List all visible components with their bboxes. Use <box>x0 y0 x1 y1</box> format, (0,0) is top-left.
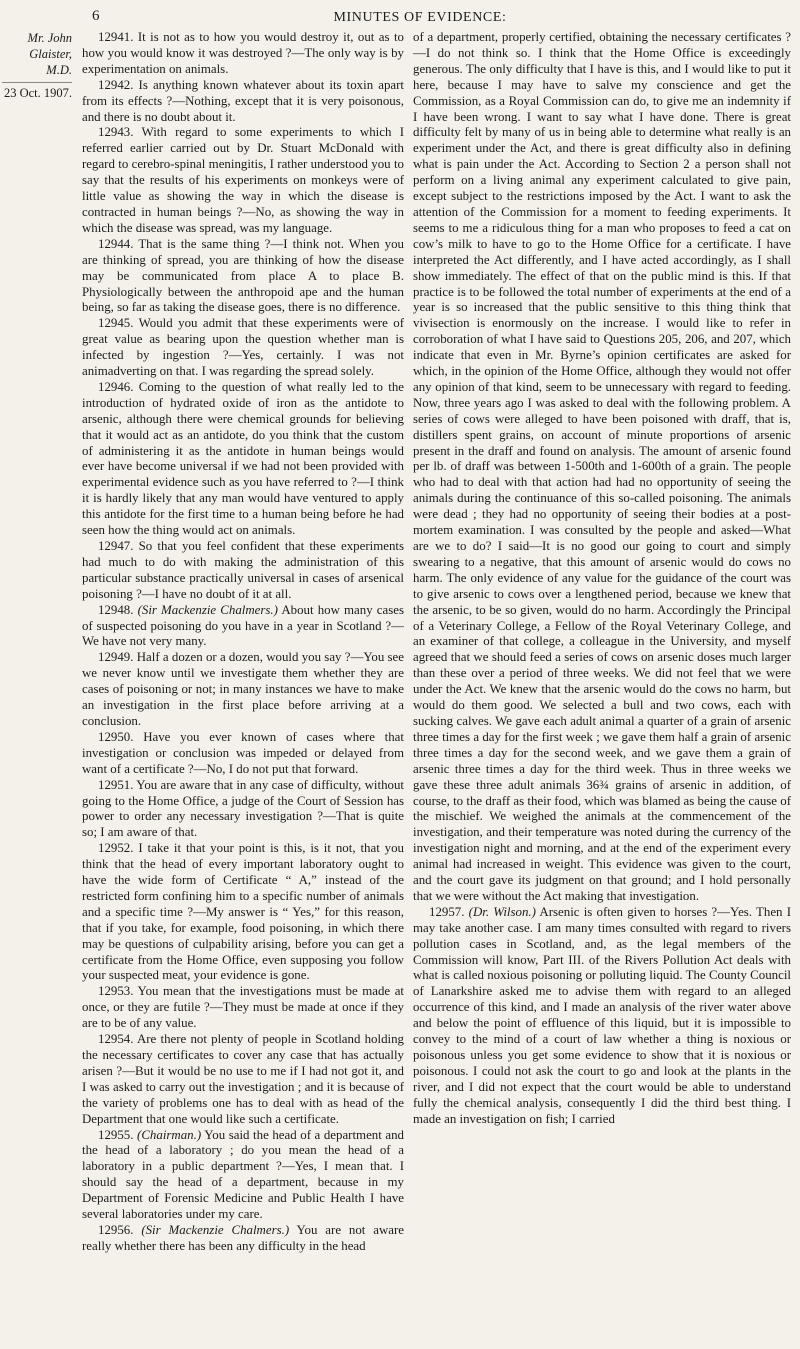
question-number: 12945. <box>98 316 134 331</box>
question-number: 12948. <box>98 602 134 617</box>
evidence-text: Coming to the question of what really led to the introduction of hydrated oxide of iron as the antidote to arsenic, although there were chemical grounds for believing that it would act as an antidote, do you think that the custom of administering it as the antidote in human beings would ever have become universal if we had not been provided with experimental evidence such as you have referred to ?—I think it is hardly likely that any man would have ventured to apply this antidote for the first time to a human being before he had seen how the thing would act on animals. <box>82 379 404 538</box>
evidence-paragraph <box>82 984 404 1032</box>
question-number: 12946. <box>98 379 134 394</box>
evidence-text: That is the same thing ?—I think not. When you are thinking of spread, you are thinking of how the disease may be communicated from place A to place B. Physiologically between the anthropoid ape and the human being, so far as taking the disease goes, there is no difference. <box>82 236 404 315</box>
speaker-label: (Chairman.) <box>137 1127 202 1142</box>
hearing-date: 23 Oct. 1907. <box>2 82 72 101</box>
question-number: 12950. <box>98 729 134 744</box>
evidence-paragraph <box>82 30 404 78</box>
evidence-paragraph <box>82 539 404 603</box>
evidence-text: of a department, properly certified, obtaining the necessary certificates ?—I do not think so. I think that the Home Office is exceedingly generous. The only difficulty that I have is this, and I would like to put it here, because I may have to salve my conscience and get the Commission, as a Royal Commission can do, to give me an indemnity if I have been wrong. I want to say what I have done. There is great difficulty felt by many of us in being able to determine what really is an experiment under the Act, and there is great difficulty also in defining what is pain under the Act. According to Section 2 a person shall not perform on a living animal any experiment calculated to give pain, except subject to the restrictions imposed by the Act. I want to ask the attention of the Commission for a moment to feeding experiments. It seems to me a ridiculous thing for a man who proposes to feed a cat on cow’s milk to have to go to the Home Office for a certificate. I have interpreted the Act differently, and I have acted accordingly, as I shall show immediately. The effect of that on the public mind is this. If that practice is to be followed the total number of experiments at the end of a year is so increased that the public sensitive to this thing think that vivisection is enormously on the increase. I would like to refer in corroboration of what I have said to Questions 205, 206, and 207, which indicate that even in Mr. Byrne’s opinion certificates are asked for which, in the opinion of the Home Office, although they would not offer any opinion of that kind, seem to be unnecessary with regard to feeding. Now, three years ago I was asked to deal with the following problem. A series of cows were alleged to have been poisoned with draff, that is, distillers spent grains, on account of minute proportions of arsenic present in the draff and found on analysis. The amount of arsenic found per lb. of draff was between 1-500th and 1-600th of a grain. The people who had to deal with that action had had no opportunity of seeing the animals during the continuance of this so-called poisoning. The animals were dead ; they had no opportunity of seeing their bodies at a post-mortem examination. I was consulted by the people and asked—What are we to do? I said—It is no good our going to court and simply swearing to a negative, that this amount of arsenic would do cows no harm. The only evidence of any value for the guidance of the court was to give arsenic to cows over a lengthened period, because we knew that the arsenic, to be so given, would do no harm. Accordingly the Principal of a Veterinary College, a Fellow of the Royal Veterinary College, and an examiner of that college, a colleague in the University, and myself agreed that we should feed a series of cows on arsenic doses much larger than these over a period of three weeks. We did not feel that we were under the Act. We knew that the arsenic would do the cows no harm, but would do them good. We selected a bull and two cows, each with sucking calves. We gave each adult animal a quarter of a grain of arsenic three times a day for the first week ; we gave them half a grain of arsenic three times a day for the second week, and we gave them a grain of arsenic three times a day for the third week. Thus in three weeks we gave these three adult animals 36¾ grains of arsenic in addition, of course, to the draff as their food, which was blamed as being the cause of the mischief. We weighed the animals at the commencement of the investigation, and their temperature was noted during the currency of the investigation night and morning, and at the end of the experiment every animal had increased in weight. This evidence was given to the court, and the court gave its judgment on that ground; and I hold personally that we were without the Act making that investigation. <box>413 30 791 903</box>
evidence-text: Have you ever known of cases where that investigation or conclusion was impeded or delayed from want of a certificate ?—No, I do not put that forward. <box>82 729 404 776</box>
evidence-text: You mean that the investigations must be made at once, or they are futile ?—They must be made at once if they are to be of any value. <box>82 984 404 1031</box>
right-column <box>413 30 791 1342</box>
evidence-paragraph <box>82 237 404 317</box>
evidence-text: Would you admit that these experiments were of great value as bearing upon the question whether man is infected by ingestion ?—Yes, certainly. I was not animadverting on that. I was regarding the spread solely. <box>82 316 404 379</box>
evidence-paragraph <box>82 78 404 126</box>
evidence-text: I take it that your point is this, is it not, that you think that the head of every important laboratory ought to have the wide form of Certificate “ A,” instead of the restricted form confining him to a specific number of animals and a specific time ?—My answer is “ Yes,” for this reason, that if you take, for example, food poisoning, in which there may be questions of culpability arising, before you can get a certificate from the Home Office, even supposing you follow your suspected meat, your evidence is gone. <box>82 841 404 983</box>
evidence-text: So that you feel confident that these experiments had much to do with making the administration of this particular substance practically universal in cases of arsenical poisoning ?—I have no doubt of it at all. <box>82 539 404 601</box>
evidence-paragraph <box>413 905 791 1128</box>
evidence-paragraph <box>82 1128 404 1223</box>
margin-note <box>2 30 72 101</box>
speaker-label: (Sir Mackenzie Chalmers.) <box>137 602 278 617</box>
evidence-paragraph <box>82 650 404 730</box>
page-header <box>0 8 800 30</box>
question-number: 12952. <box>98 841 134 856</box>
evidence-text: Are there not plenty of people in Scotland holding the necessary certificates to cover any case that has actually arisen ?—But it would be no use to me if I had not got it, and I was asked to carry out the investigation ; and it is because of the variety of problems one has to deal with as head of the Department that one would like such a certificate. <box>82 1032 404 1126</box>
question-number: 12949. <box>98 650 134 665</box>
question-number: 12947. <box>98 539 134 553</box>
evidence-paragraph <box>82 603 404 651</box>
evidence-paragraph <box>82 1032 404 1127</box>
evidence-text: It is not as to how you would destroy it, out as to how you would know it was destroyed ?—The only way is by experimentation on animals. <box>82 30 404 76</box>
question-number: 12942. <box>98 77 134 92</box>
evidence-paragraph <box>82 730 404 778</box>
evidence-paragraph <box>82 316 404 380</box>
evidence-text: You said the head of a department and the head of a laboratory ; do you mean the head of a laboratory in a public department ?—Yes, I mean that. I should say the head of a department, because in my Department of Forensic Medicine and Public Health I have several laboratories under my care. <box>82 1127 404 1222</box>
evidence-paragraph <box>413 30 791 905</box>
evidence-text: You are aware that in any case of difficulty, without going to the Home Office, a judge of the Court of Session has power to order any necessary investigation ?—That is quite so; I am aware of that. <box>82 777 404 840</box>
question-number: 12943. <box>98 125 134 140</box>
evidence-text: You are not aware really whether there has been any difficulty in the head <box>82 1222 404 1253</box>
evidence-paragraph <box>82 841 404 984</box>
evidence-text: Arsenic is often given to horses ?—Yes. Then I may take another case. I am many times consulted with regard to rivers pollution cases in Scotland, and, as the legal members of the Commission will know, Part III. of the Rivers Pollution Act deals with what is called noxious poisoning or polluting liquid. The County Council of Lanarkshire asked me to advise them with regard to an alleged occurrence of this kind, and I made an analysis of the river water above and below the point of effluence of this liquid, but it is impossible to convey to the mind of a court of law whether a thing is noxious or poisonous unless you get some evidence to show that it is noxious or poisonous. I could not ask the court to go and look at the plants in the river, and I did not expect that the court would be able to understand fully the chemical analysis, consequently I did the third best thing. I made an investigation on fish; I carried <box>413 904 791 1126</box>
speaker-label: (Sir Mackenzie Chalmers.) <box>141 1222 290 1237</box>
evidence-text: About how many cases of suspected poisoning do you have in a year in Scotland ?—We have not very many. <box>82 602 404 649</box>
evidence-text: Is anything known whatever about its toxin apart from its effects ?—Nothing, except that it is very poisonous, and there is no doubt about it. <box>82 77 404 124</box>
running-title: MINUTES OF EVIDENCE: <box>333 10 507 25</box>
evidence-paragraph <box>82 1223 404 1255</box>
question-number: 12944. <box>98 236 134 251</box>
evidence-text: With regard to some experiments to which I referred earlier carried out by Dr. Stuart McDonald with regard to cerebro-spinal meningitis, I rather understood you to say that the results of his experiments on monkeys were of little value as showing the way in which the disease is contracted in human beings ?—No, as showing the way in which the disease was spread, was my language. <box>82 125 404 235</box>
page-number: 6 <box>92 8 100 24</box>
evidence-text: Half a dozen or a dozen, would you say ?—You see we never know until we investigate them whether they are cases of poisoning or not; in many instances we have to make an investigation in the first place before arriving at a conclusion. <box>82 650 404 728</box>
evidence-paragraph <box>82 778 404 842</box>
evidence-paragraph <box>82 380 404 539</box>
speaker-label: (Dr. Wilson.) <box>468 904 536 919</box>
question-number: 12955. <box>98 1127 134 1142</box>
question-number: 12956. <box>98 1222 134 1237</box>
question-number: 12953. <box>98 984 134 999</box>
question-number: 12957. <box>429 904 465 919</box>
question-number: 12954. <box>98 1032 134 1047</box>
evidence-paragraph <box>82 125 404 236</box>
witness-name: Mr. John Glaister, M.D. <box>27 31 72 77</box>
question-number: 12951. <box>98 777 134 792</box>
left-column <box>82 30 404 1342</box>
question-number: 12941. <box>98 30 134 44</box>
